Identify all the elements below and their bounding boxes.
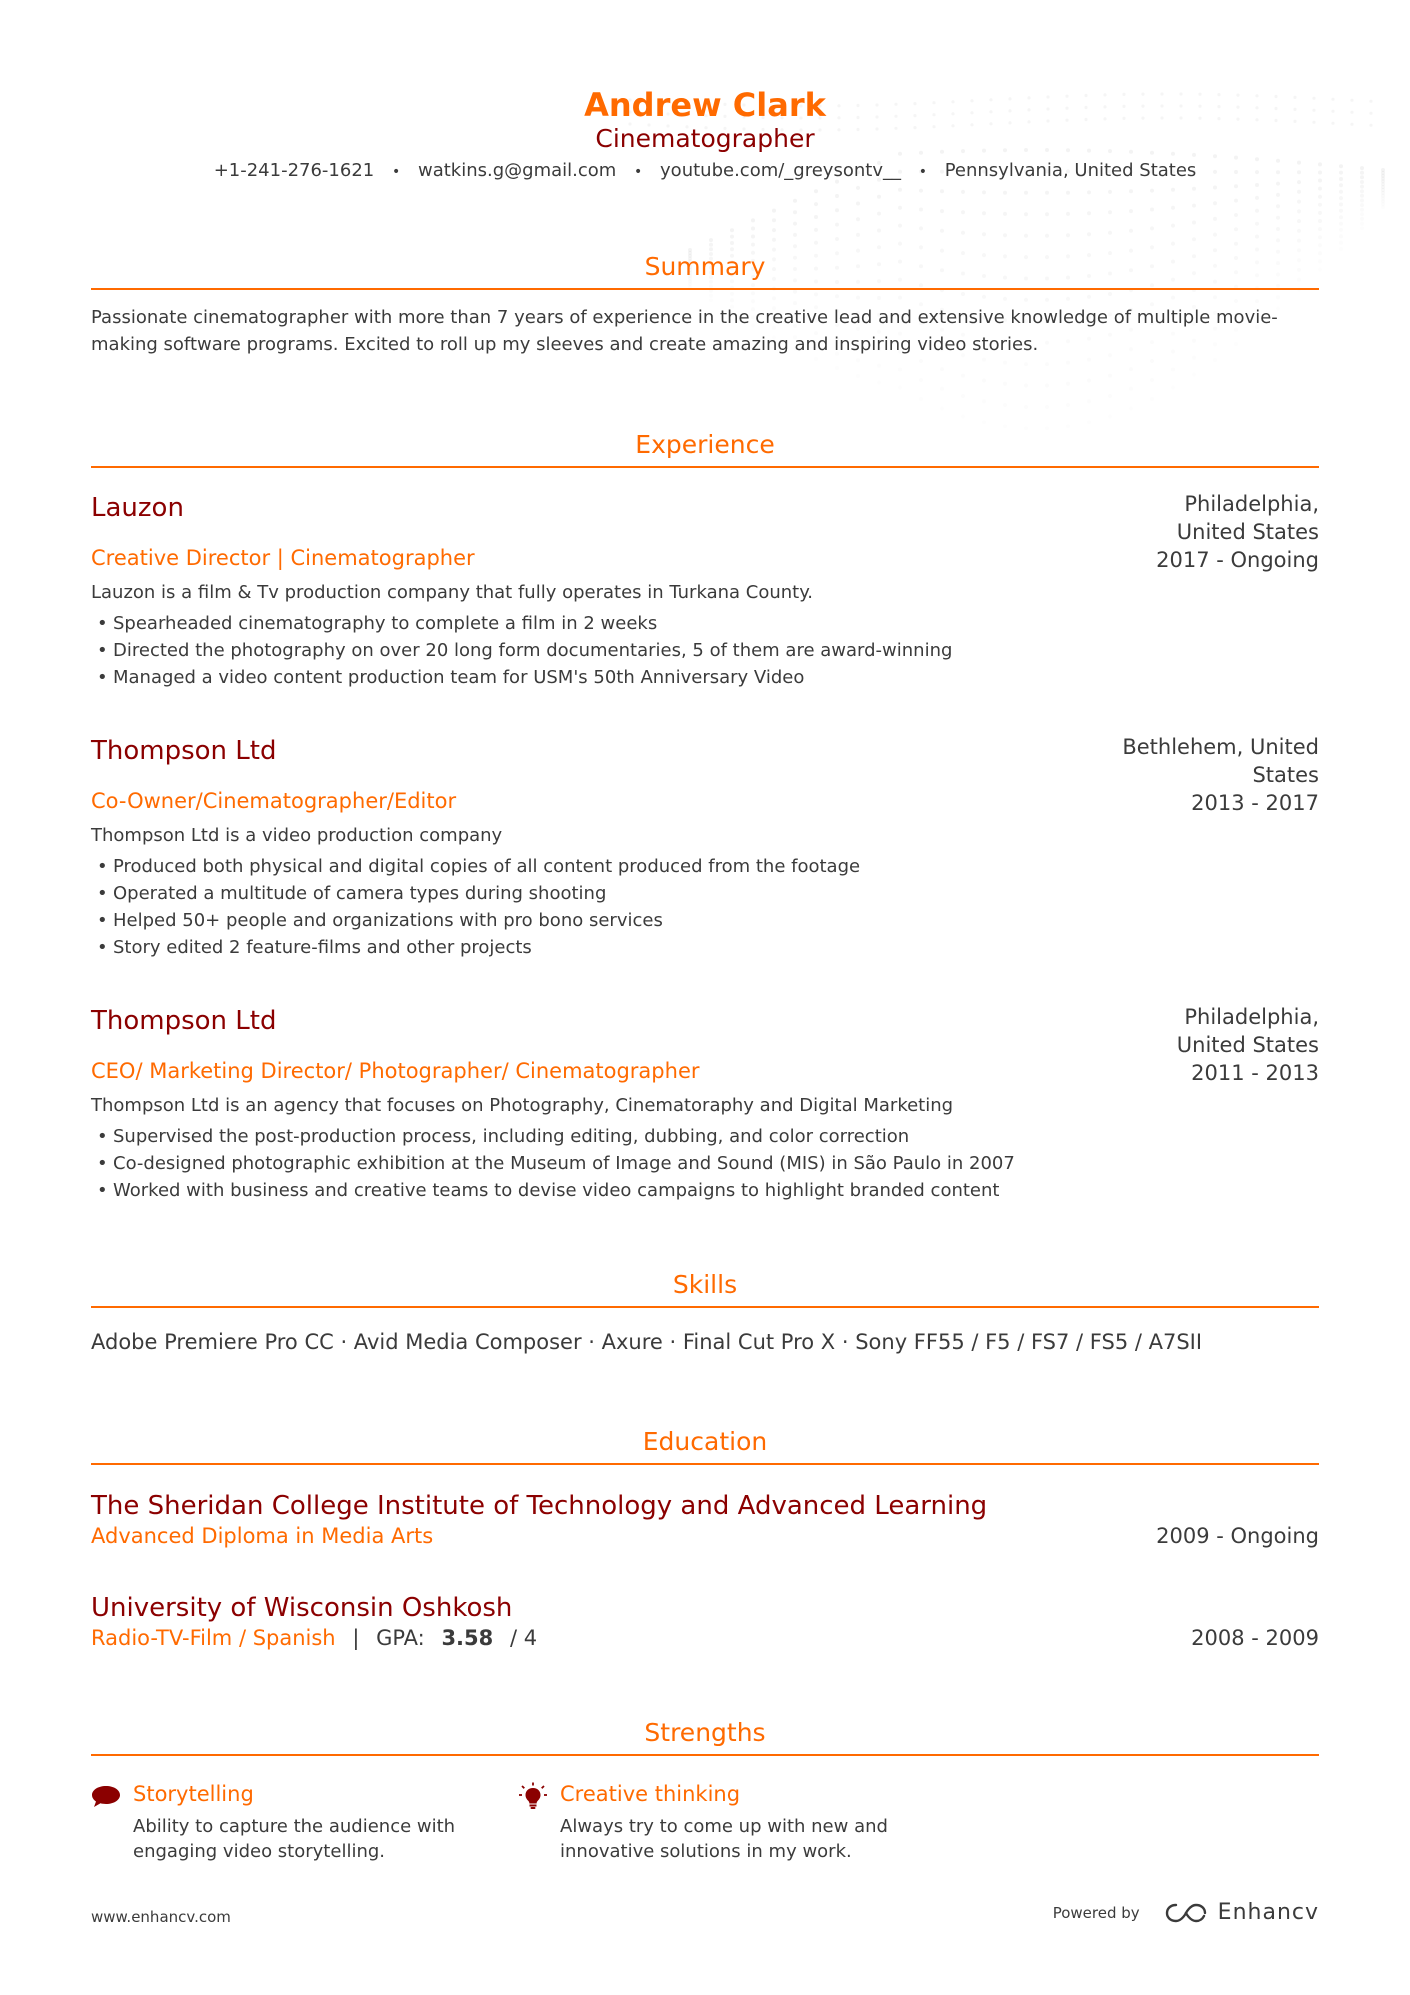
- job-role: Co-Owner/Cinematographer/Editor: [91, 789, 457, 813]
- job-meta: [1059, 490, 1319, 574]
- experience-item: [91, 1005, 1319, 1201]
- job-role: CEO/ Marketing Director/ Photographer/ Cinematographer: [91, 1059, 700, 1083]
- job-dates: 2017 - Ongoing: [1156, 548, 1319, 572]
- strengths-heading: Strengths: [644, 1718, 766, 1747]
- skills-list: Adobe Premiere Pro CC · Avid Media Composer · Axure · Final Cut Pro X · Sony FF55 / F5 / FS7 / FS5 / A7SII: [91, 1330, 1203, 1354]
- summary-section: [91, 252, 1319, 358]
- summary-text: Passionate cinematographer with more than 7 years of experience in the creative lead and extensive knowledge of multiple movie-making software programs. Excited to roll up my sleeves and create amazing and inspiring video stories.: [91, 307, 1278, 355]
- separator: •: [634, 164, 643, 180]
- strength-title: Storytelling: [133, 1782, 254, 1806]
- gpa-max: / 4: [509, 1626, 538, 1650]
- company-name: Thompson Ltd: [91, 736, 277, 766]
- job-description: Lauzon is a film & Tv production company that fully operates in Turkana County.: [91, 582, 814, 603]
- job-bullets: [97, 853, 860, 961]
- strength-item: [518, 1780, 898, 1864]
- experience-item: [91, 492, 1319, 688]
- powered-by-label: Powered by: [1052, 1903, 1140, 1922]
- job-role: Creative Director | Cinematographer: [91, 546, 475, 570]
- education-dates: 2009 - Ongoing: [1156, 1524, 1319, 1548]
- experience-section: [91, 430, 1319, 468]
- gpa-label: GPA:: [376, 1626, 425, 1650]
- strength-item: [91, 1780, 471, 1864]
- job-bullet: • Supervised the post-production process, including editing, dubbing, and color correction: [97, 1123, 1015, 1150]
- footer-branding: [1053, 1900, 1319, 1925]
- section-divider: [91, 466, 1319, 468]
- phone[interactable]: +1-241-276-1621: [213, 160, 375, 181]
- job-bullets: [97, 610, 952, 691]
- candidate-name: Andrew Clark: [584, 86, 826, 124]
- lightbulb-icon: [518, 1782, 548, 1810]
- email[interactable]: watkins.g@gmail.com: [417, 160, 617, 181]
- skills-section: [91, 1270, 1319, 1356]
- job-dates: 2013 - 2017: [1191, 791, 1319, 815]
- job-location-line2: United States: [1176, 1033, 1319, 1057]
- candidate-title: Cinematographer: [595, 124, 815, 153]
- section-divider: [91, 288, 1319, 290]
- gpa-value: 3.58: [441, 1626, 494, 1650]
- job-description: Thompson Ltd is a video production company: [91, 825, 503, 846]
- skills-heading: Skills: [672, 1270, 738, 1299]
- strength-title: Creative thinking: [560, 1782, 741, 1806]
- education-heading: Education: [642, 1427, 768, 1456]
- job-bullet: • Worked with business and creative teams to devise video campaigns to highlight branded content: [97, 1177, 1015, 1204]
- company-name: Thompson Ltd: [91, 1006, 277, 1036]
- job-location-line2: United States: [1176, 520, 1319, 544]
- separator: •: [918, 164, 927, 180]
- job-bullet: • Story edited 2 feature-films and other projects: [97, 934, 860, 961]
- job-location-line1: Philadelphia,: [1184, 1005, 1319, 1029]
- job-meta: [1059, 733, 1319, 817]
- section-divider: [91, 1463, 1319, 1465]
- education-item: [91, 1490, 1319, 1550]
- job-meta: [1059, 1003, 1319, 1087]
- job-bullet: • Directed the photography on over 20 long form documentaries, 5 of them are award-winning: [97, 637, 952, 664]
- resume-page: [91, 0, 1319, 1862]
- degree: [91, 1624, 1319, 1652]
- school-name: The Sheridan College Institute of Technology and Advanced Learning: [91, 1491, 988, 1521]
- job-bullet: • Produced both physical and digital copies of all content produced from the footage: [97, 853, 860, 880]
- company-name: Lauzon: [91, 493, 184, 523]
- education-dates: 2008 - 2009: [1191, 1626, 1319, 1650]
- job-bullet: • Operated a multitude of camera types during shooting: [97, 880, 860, 907]
- job-location-line1: Bethlehem, United: [1122, 735, 1319, 759]
- resume-header: [91, 0, 1319, 184]
- website-link[interactable]: youtube.com/_greysontv__: [660, 160, 901, 181]
- job-bullet: • Spearheaded cinematography to complete a film in 2 weeks: [97, 610, 952, 637]
- divider: |: [352, 1626, 360, 1650]
- strengths-section: [91, 1718, 1319, 1756]
- contact-line: [91, 159, 1319, 184]
- degree: [91, 1522, 1319, 1550]
- job-bullets: [97, 1123, 1015, 1204]
- job-bullet: • Helped 50+ people and organizations with pro bono services: [97, 907, 860, 934]
- education-item: [91, 1592, 1319, 1652]
- degree-name: Radio-TV-Film / Spanish: [91, 1626, 336, 1650]
- location: Pennsylvania, United States: [944, 160, 1197, 181]
- experience-item: [91, 735, 1319, 958]
- school-name: University of Wisconsin Oshkosh: [91, 1593, 513, 1623]
- strength-description: Always try to come up with new and innovative solutions in my work.: [560, 1816, 888, 1862]
- footer-website-link[interactable]: www.enhancv.com: [91, 1908, 231, 1926]
- job-location-line2: States: [1252, 763, 1319, 787]
- education-section: [91, 1427, 1319, 1465]
- section-divider: [91, 1306, 1319, 1308]
- separator: •: [391, 164, 401, 180]
- job-bullet: • Managed a video content production team for USM's 50th Anniversary Video: [97, 664, 952, 691]
- job-description: Thompson Ltd is an agency that focuses on Photography, Cinematoraphy and Digital Marketing: [91, 1095, 954, 1116]
- strength-description: Ability to capture the audience with engaging video storytelling.: [133, 1816, 456, 1862]
- summary-heading: Summary: [644, 252, 766, 281]
- enhancv-logo-icon: [1164, 1901, 1208, 1925]
- brand-name: Enhancv: [1217, 1900, 1319, 1925]
- job-bullet: • Co-designed photographic exhibition at the Museum of Image and Sound (MIS) in São Paulo in 2007: [97, 1150, 1015, 1177]
- degree-name: Advanced Diploma in Media Arts: [91, 1524, 434, 1548]
- job-dates: 2011 - 2013: [1191, 1061, 1319, 1085]
- experience-heading: Experience: [635, 430, 775, 459]
- job-location-line1: Philadelphia,: [1184, 492, 1319, 516]
- speech-bubble-icon: [91, 1782, 121, 1810]
- section-divider: [91, 1754, 1319, 1756]
